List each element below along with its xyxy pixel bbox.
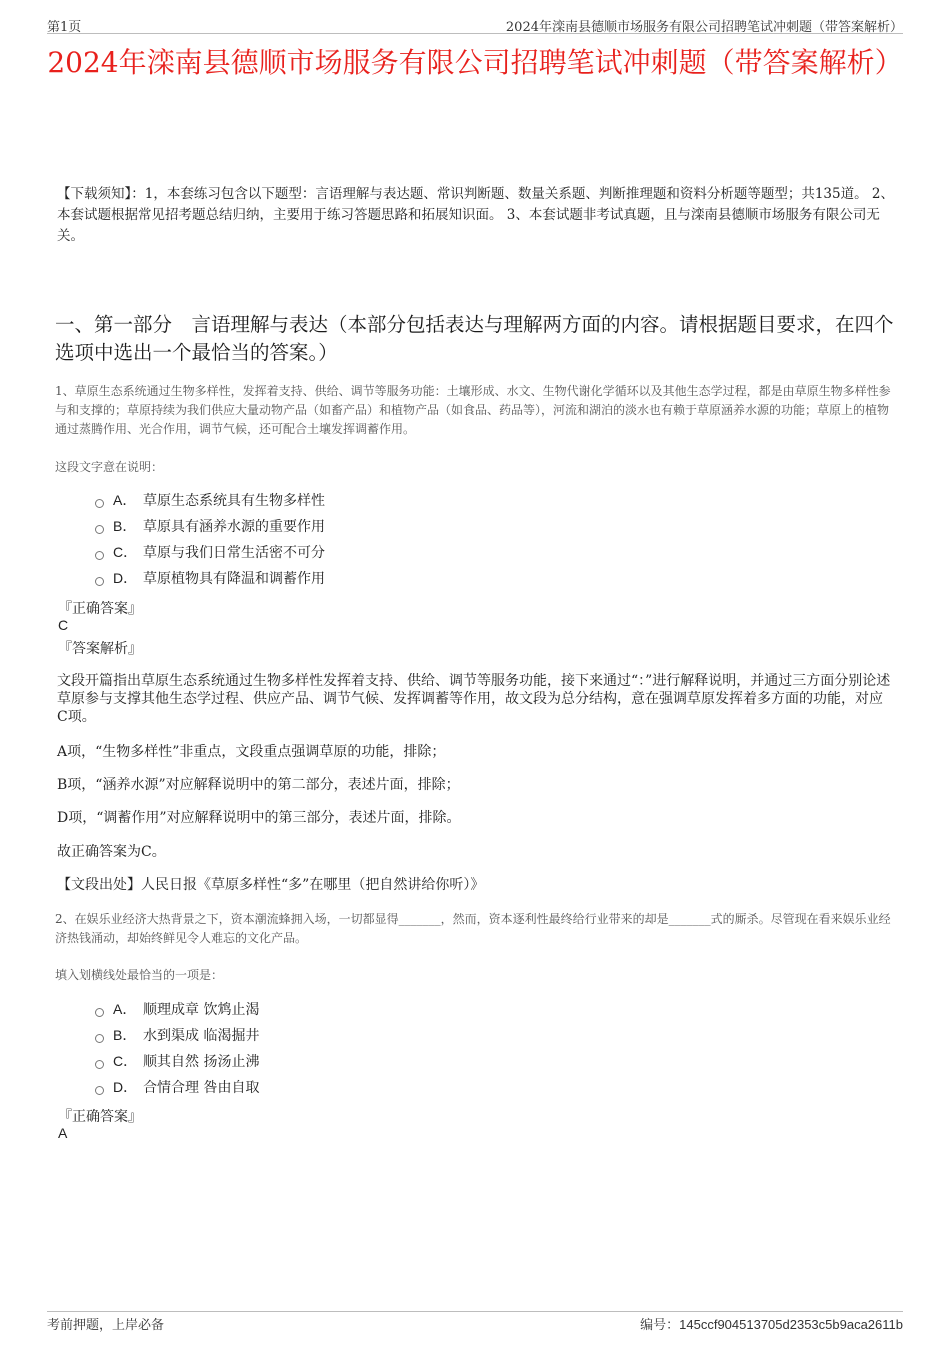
question-2-text: 2、在娱乐业经济大热背景之下，资本潮流蜂拥入场，一切都显得_______，然而，资本逐利性最终给行业带来的却是_______式的厮杀。尽管现在看来娱乐业经济热钱涌动，却始终鲜见令人难忘的文化产品。	[55, 912, 891, 945]
radio-icon[interactable]	[95, 1060, 104, 1069]
section-title: 一、第一部分 言语理解与表达（本部分包括表达与理解两方面的内容。请根据题目要求，在四个选项中选出一个最恰当的答案。）	[55, 313, 894, 364]
option-d[interactable]: D． 草原植物具有降温和调蓄作用	[95, 565, 325, 591]
footer-divider	[47, 1311, 903, 1312]
analysis-paragraph: 文段开篇指出草原生态系统通过生物多样性发挥着支持、供给、调节等服务功能，接下来通过“：”进行解释说明，并通过三方面分别论述草原参与支撑其他生态学过程、供应产品、调节气候、发挥调蓄等作用，故文段为总分结构，意在强调草原发挥着多方面的功能，对应C项。	[57, 673, 891, 725]
radio-icon[interactable]	[95, 1086, 104, 1095]
option-c[interactable]: C． 顺其自然 扬汤止沸	[95, 1048, 259, 1074]
page-number: 第1页	[47, 20, 82, 35]
code-label: 编号：	[640, 1318, 680, 1333]
analysis-label: 『答案解析』	[58, 641, 142, 657]
radio-icon[interactable]	[95, 499, 104, 508]
code-value: 145ccf904513705d2353c5b9aca2611b	[679, 1317, 903, 1332]
option-a[interactable]: A． 草原生态系统具有生物多样性	[95, 487, 325, 513]
question-2-options	[95, 996, 259, 1100]
page-title: 2024年滦南县德顺市场服务有限公司招聘笔试冲刺题（带答案解析）	[47, 46, 903, 79]
footer-slogan: 考前押题，上岸必备	[47, 1318, 165, 1333]
header-doc-title: 2024年滦南县德顺市场服务有限公司招聘笔试冲刺题（带答案解析）	[505, 20, 903, 35]
answer-label: 『正确答案』	[58, 601, 142, 617]
download-notice: 【下载须知】：1，本套练习包含以下题型：言语理解与表达题、常识判断题、数量关系题、判断推理题和资料分析题等题型；共135道。 2、本套试题根据常见招考题总结归纳，主要用于练习答题思路和拓展知识面。 3、本套试题非考试真题，且与滦南县德顺市场服务有限公司无关。	[57, 186, 894, 244]
answer-value: A	[58, 1125, 68, 1141]
analysis-paragraph: D项，“调蓄作用”对应解释说明中的第三部分，表述片面，排除。	[57, 810, 461, 826]
question-1-text: 1、草原生态系统通过生物多样性，发挥着支持、供给、调节等服务功能：土壤形成、水文、生物代谢化学循环以及其他生态学过程，都是由草原生物多样性参与和支撑的；草原持续为我们供应大量动物产品（如畜产品）和植物产品（如食品、药品等），河流和湖泊的淡水也有赖于草原涵养水源的功能；草原上的植物通过蒸腾作用、光合作用，调节气候，还可配合土壤发挥调蓄作用。	[55, 384, 891, 436]
question-2-prompt: 填入划横线处最恰当的一项是：	[55, 968, 224, 982]
analysis-paragraph: A项，“生物多样性”非重点，文段重点强调草原的功能，排除；	[57, 744, 446, 760]
header-divider	[47, 33, 903, 34]
answer-label: 『正确答案』	[58, 1109, 142, 1125]
option-b[interactable]: B． 草原具有涵养水源的重要作用	[95, 513, 325, 539]
radio-icon[interactable]	[95, 1008, 104, 1017]
analysis-paragraph: 故正确答案为C。	[57, 844, 166, 860]
radio-icon[interactable]	[95, 1034, 104, 1043]
source-citation: 【文段出处】人民日报《草原多样性“多”在哪里（把自然讲给你听）》	[57, 877, 485, 893]
analysis-paragraph: B项，“涵养水源”对应解释说明中的第二部分，表述片面，排除；	[57, 777, 460, 793]
option-c[interactable]: C． 草原与我们日常生活密不可分	[95, 539, 325, 565]
option-b[interactable]: B． 水到渠成 临渴掘井	[95, 1022, 259, 1048]
option-d[interactable]: D． 合情合理 咎由自取	[95, 1074, 259, 1100]
option-a[interactable]: A． 顺理成章 饮鸩止渴	[95, 996, 259, 1022]
question-1-prompt: 这段文字意在说明：	[55, 460, 164, 474]
radio-icon[interactable]	[95, 577, 104, 586]
question-1-options	[95, 487, 325, 591]
radio-icon[interactable]	[95, 551, 104, 560]
answer-value: C	[58, 617, 69, 633]
radio-icon[interactable]	[95, 525, 104, 534]
footer-code	[640, 1314, 903, 1333]
